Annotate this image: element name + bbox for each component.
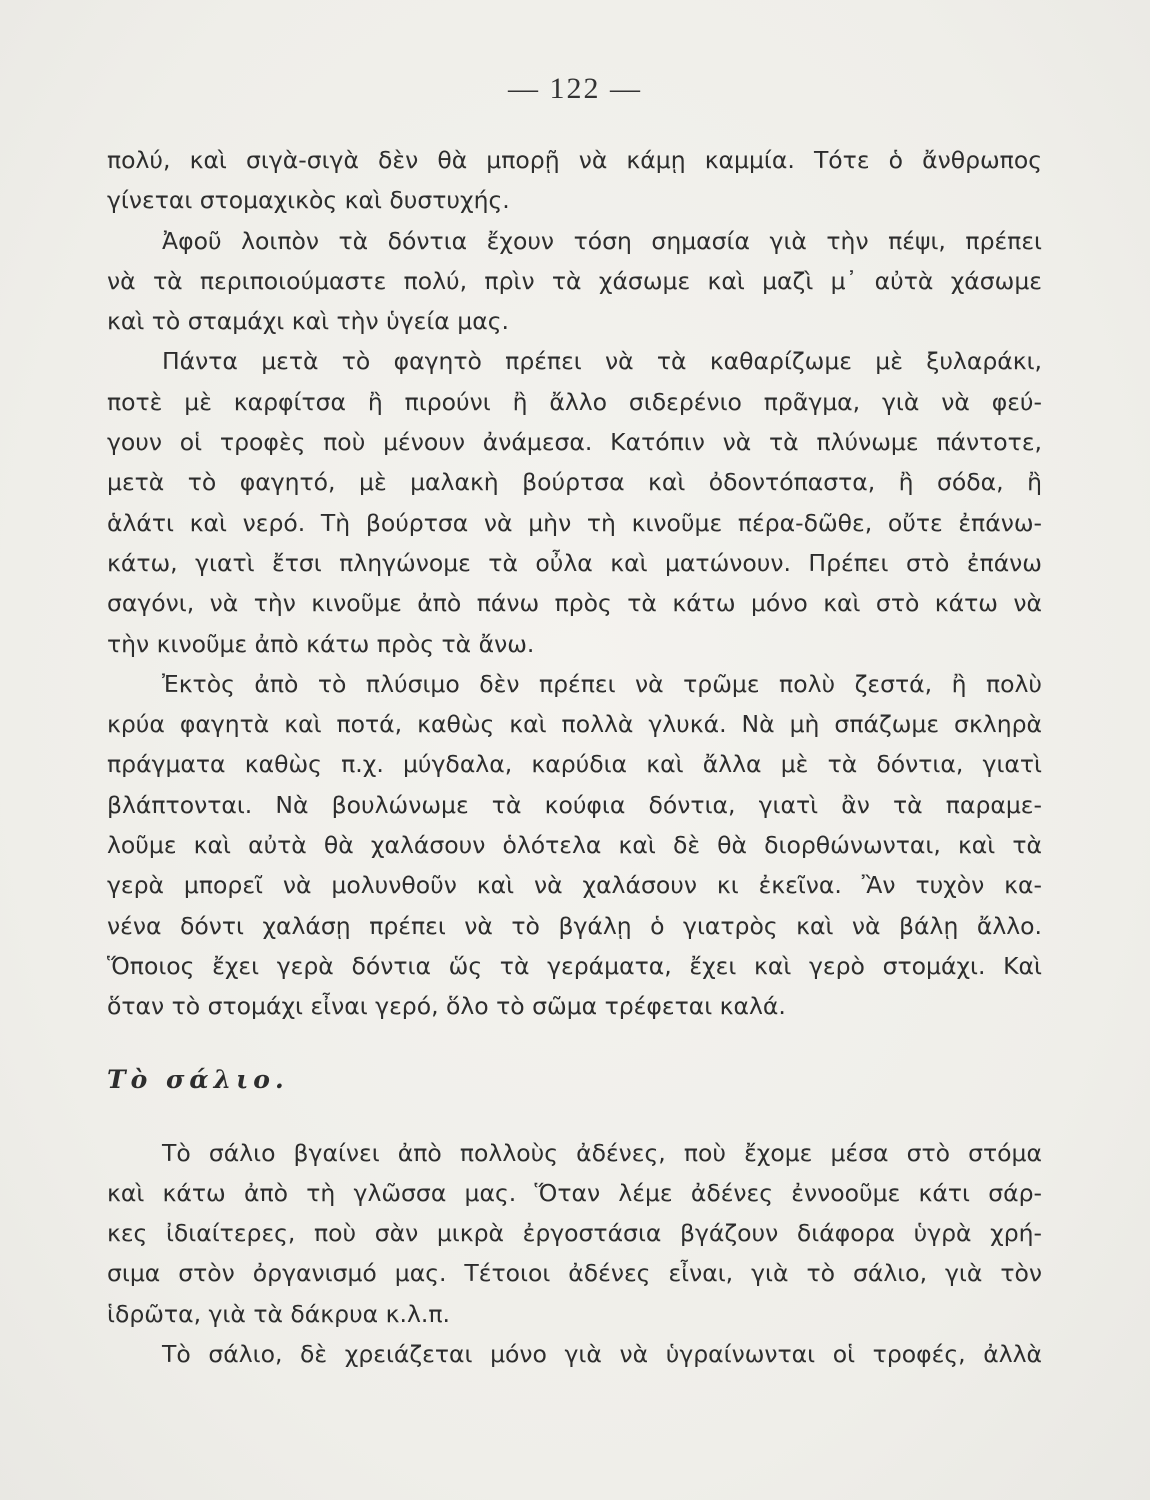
text-line: σαγόνι, νὰ τὴν κινοῦμε ἀπὸ πάνω πρὸς τὰ κάτω μόνο καὶ στὸ κάτω νὰ bbox=[107, 589, 1042, 618]
body-text bbox=[107, 140, 1042, 1374]
text-line: τὴν κινοῦμε ἀπὸ κάτω πρὸς τὰ ἄνω. bbox=[107, 629, 535, 658]
paragraph-3 bbox=[107, 341, 1042, 663]
text-line: μετὰ τὸ φαγητό, μὲ μαλακὴ βούρτσα καὶ ὀδοντόπαστα, ἢ σόδα, ἢ bbox=[107, 468, 1042, 497]
text-line: Ὅποιος ἔχει γερὰ δόντια ὥς τὰ γεράματα, ἔχει καὶ γερὸ στομάχι. Καὶ bbox=[107, 951, 1042, 980]
text-line: γίνεται στομαχικὸς καὶ δυστυχής. bbox=[107, 186, 510, 215]
paragraph-4 bbox=[107, 664, 1042, 1027]
text-line: ὅταν τὸ στομάχι εἶναι γερό, ὅλο τὸ σῶμα τρέφεται καλά. bbox=[107, 992, 786, 1021]
text-line: λοῦμε καὶ αὐτὰ θὰ χαλάσουν ὁλότελα καὶ δὲ θὰ διορθώνωνται, καὶ τὰ bbox=[107, 831, 1042, 860]
text-line: καὶ τὸ σταμάχι καὶ τὴν ὑγεία μας. bbox=[107, 307, 509, 336]
text-line: Ἐκτὸς ἀπὸ τὸ πλύσιμο δὲν πρέπει νὰ τρῶμε πολὺ ζεστά, ἢ πολὺ bbox=[162, 669, 1042, 698]
text-line: καὶ κάτω ἀπὸ τὴ γλῶσσα μας. Ὅταν λέμε ἀδένες ἐννοοῦμε κάτι σάρ- bbox=[107, 1178, 1042, 1207]
section-heading: Τὸ σάλιο. bbox=[107, 1064, 289, 1094]
text-line: Τὸ σάλιο βγαίνει ἀπὸ πολλοὺς ἀδένες, ποὺ ἔχομε μέσα στὸ στόμα bbox=[162, 1138, 1042, 1167]
paragraph-6 bbox=[107, 1334, 1042, 1374]
text-line: γουν οἱ τροφὲς ποὺ μένουν ἀνάμεσα. Κατόπιν νὰ τὰ πλύνωμε πάντοτε, bbox=[107, 428, 1042, 457]
text-line: Πάντα μετὰ τὸ φαγητὸ πρέπει νὰ τὰ καθαρίζωμε μὲ ξυλαράκι, bbox=[162, 347, 1042, 376]
text-line: ἱδρῶτα, γιὰ τὰ δάκρυα κ.λ.π. bbox=[107, 1299, 450, 1328]
text-line: πολύ, καὶ σιγὰ-σιγὰ δὲν θὰ μπορῇ νὰ κάμῃ καμμία. Τότε ὁ ἄνθρωπος bbox=[107, 146, 1042, 174]
text-line: Ἀφοῦ λοιπὸν τὰ δόντια ἔχουν τόση σημασία γιὰ τὴν πέψι, πρέπει bbox=[162, 226, 1042, 255]
paragraph-1 bbox=[107, 140, 1042, 221]
text-line: νένα δόντι χαλάσῃ πρέπει νὰ τὸ βγάλῃ ὁ γιατρὸς καὶ νὰ βάλῃ ἄλλο. bbox=[107, 911, 1042, 940]
text-line: ἁλάτι καὶ νερό. Τὴ βούρτσα νὰ μὴν τὴ κινοῦμε πέρα-δῶθε, οὔτε ἐπάνω- bbox=[107, 508, 1042, 537]
page-number: — 122 — bbox=[508, 72, 642, 105]
text-line: κες ἰδιαίτερες, ποὺ σὰν μικρὰ ἐργοστάσια βγάζουν διάφορα ὑγρὰ χρή- bbox=[107, 1219, 1042, 1248]
text-line: σιμα στὸν ὀργανισμό μας. Τέτοιοι ἀδένες εἶναι, γιὰ τὸ σάλιο, γιὰ τὸν bbox=[107, 1259, 1042, 1288]
text-line: νὰ τὰ περιποιούμαστε πολύ, πρὶν τὰ χάσωμε καὶ μαζὶ μ᾿ αὐτὰ χάσωμε bbox=[107, 266, 1042, 295]
paragraph-2 bbox=[107, 221, 1042, 342]
text-line: ποτὲ μὲ καρφίτσα ἢ πιρούνι ἢ ἄλλο σιδερένιο πρᾶγμα, γιὰ νὰ φεύ- bbox=[107, 387, 1042, 416]
text-line: βλάπτονται. Νὰ βουλώνωμε τὰ κούφια δόντια, γιατὶ ἂν τὰ παραμε- bbox=[107, 790, 1042, 819]
text-line: γερὰ μπορεῖ νὰ μολυνθοῦν καὶ νὰ χαλάσουν κι ἐκεῖνα. Ἂν τυχὸν κα- bbox=[107, 871, 1042, 900]
text-line: κάτω, γιατὶ ἔτσι πληγώνομε τὰ οὖλα καὶ ματώνουν. Πρέπει στὸ ἐπάνω bbox=[107, 548, 1042, 577]
text-line: πράγματα καθὼς π.χ. μύγδαλα, καρύδια καὶ ἄλλα μὲ τὰ δόντια, γιατὶ bbox=[107, 750, 1042, 779]
paragraph-5 bbox=[107, 1133, 1042, 1334]
text-line: κρύα φαγητὰ καὶ ποτά, καθὼς καὶ πολλὰ γλυκά. Νὰ μὴ σπάζωμε σκληρὰ bbox=[107, 710, 1042, 739]
text-line: Τὸ σάλιο, δὲ χρειάζεται μόνο γιὰ νὰ ὑγραίνωνται οἱ τροφές, ἀλλὰ bbox=[162, 1340, 1042, 1369]
